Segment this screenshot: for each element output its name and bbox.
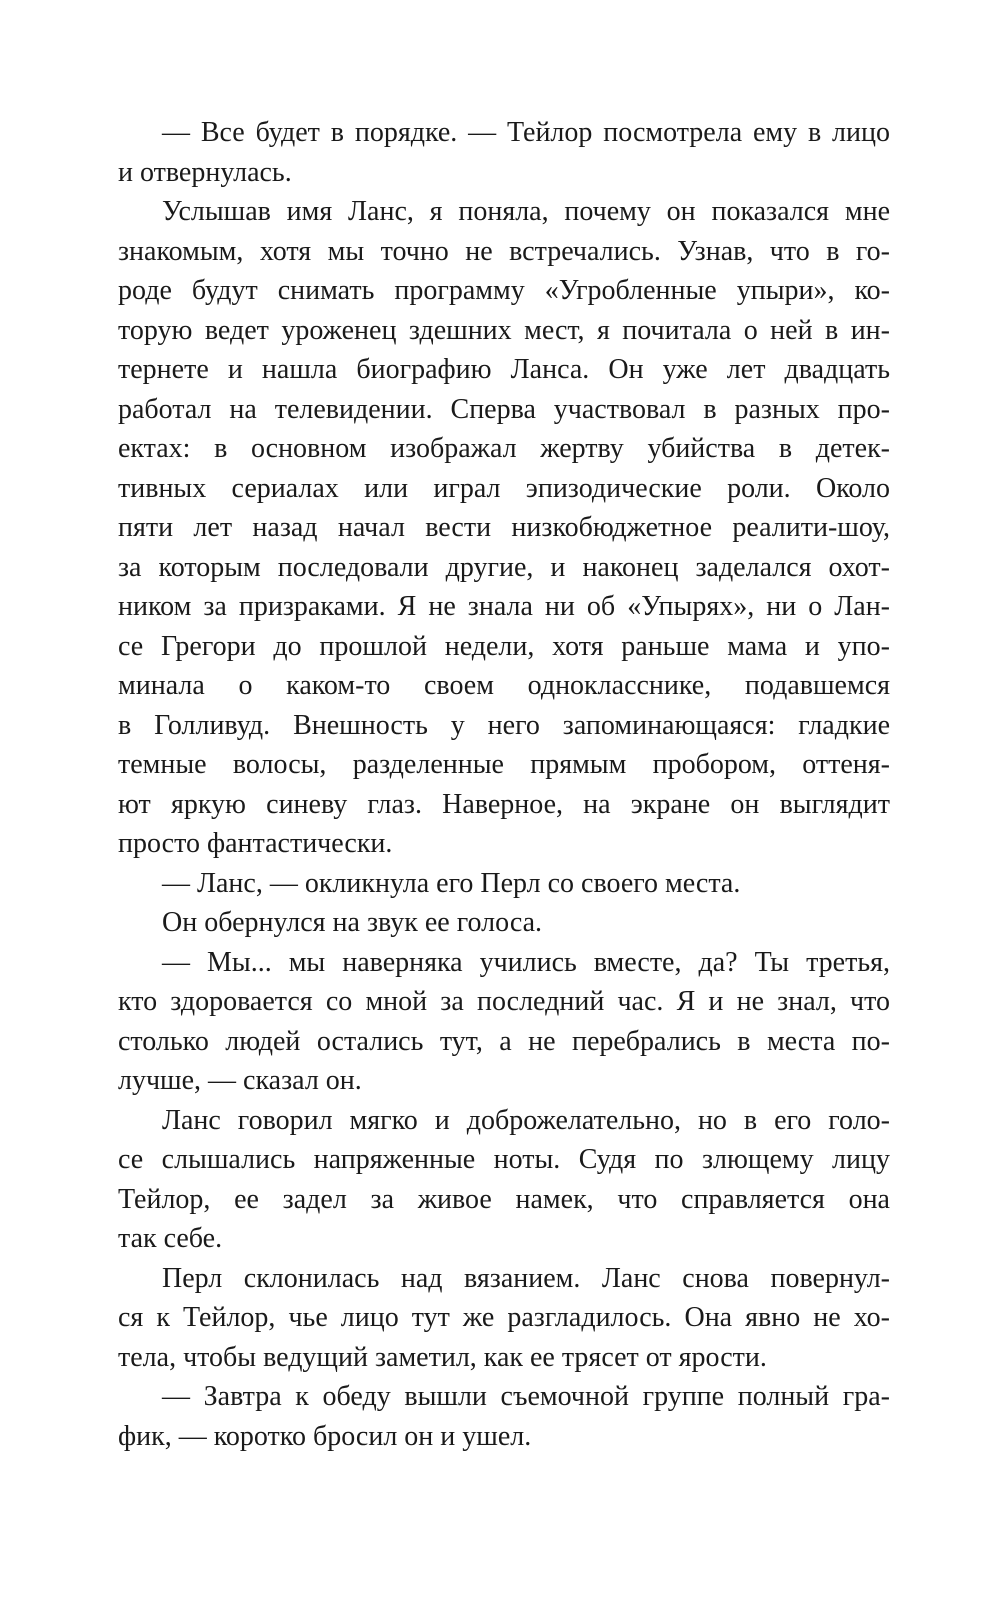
text-line: — Все будет в порядке. — Тейлор посмотрела ему в лицо [162, 117, 890, 148]
text-line: ся к Тейлор, чье лицо тут же разгладилось. Она явно не хо- [118, 1302, 890, 1333]
text-line: Ланс говорил мягко и доброжелательно, но в его голо- [162, 1104, 890, 1136]
text-line: пяти лет назад начал вести низкобюджетное реалити-шоу, [118, 512, 890, 543]
text-line: — Завтра к обеду вышли съемочной группе полный гра- [162, 1381, 890, 1412]
text-line: ником за призраками. Я не знала ни об «Упырях», ни о Лан- [118, 591, 890, 622]
text-line: работал на телевидении. Сперва участвовал в разных про- [118, 393, 890, 425]
text-line: за которым последовали другие, и наконец заделался охот- [118, 551, 890, 583]
paragraph [118, 192, 890, 864]
text-line: ектах: в основном изображал жертву убийства в детек- [118, 433, 890, 464]
text-line: роде будут снимать программу «Угробленные упыри», ко- [118, 275, 890, 306]
text-line: Тейлор, ее задел за живое намек, что справляется она [118, 1183, 890, 1215]
text-line: просто фантастически. [118, 828, 393, 859]
paragraph [118, 943, 890, 1101]
text-line: — Мы... мы наверняка учились вместе, да? Ты третья, [162, 946, 890, 978]
text-line: столько людей остались тут, а не перебрались в места по- [118, 1025, 890, 1057]
text-line: тела, чтобы ведущий заметил, как ее трясет от ярости. [118, 1341, 767, 1373]
text-line: — Ланс, — окликнула его Перл со своего места. [162, 867, 741, 899]
text-line: се Грегори до прошлой недели, хотя раньше мама и упо- [118, 630, 890, 662]
paragraph [118, 113, 890, 192]
text-line: знакомым, хотя мы точно не встречались. Узнав, что в го- [118, 235, 890, 267]
text-line: и отвернулась. [118, 156, 292, 188]
book-page [118, 113, 890, 1456]
text-line: се слышались напряженные ноты. Судя по злющему лицу [118, 1144, 890, 1175]
text-line: тивных сериалах или играл эпизодические роли. Около [118, 472, 890, 504]
text-line: кто здоровается со мной за последний час. Я и не знал, что [118, 986, 890, 1017]
paragraph [118, 903, 890, 943]
text-line: Он обернулся на звук ее голоса. [162, 907, 543, 938]
text-line: Перл склонилась над вязанием. Ланс снова повернул- [162, 1262, 890, 1294]
text-line: тернете и нашла биографию Ланса. Он уже лет двадцать [118, 354, 890, 385]
text-line: темные волосы, разделенные прямым пробором, оттеня- [118, 749, 890, 780]
text-line: торую ведет уроженец здешних мест, я почитала о ней в ин- [118, 314, 890, 346]
text-line: ют яркую синеву глаз. Наверное, на экране он выглядит [118, 788, 890, 820]
paragraph [118, 1101, 890, 1259]
text-line: минала о каком-то своем однокласснике, подавшемся [118, 670, 890, 701]
text-line: так себе. [118, 1223, 223, 1254]
text-line: лучше, — сказал он. [118, 1065, 362, 1096]
text-line: фик, — коротко бросил он и ушел. [118, 1420, 532, 1452]
text-line: Услышав имя Ланс, я поняла, почему он показался мне [162, 196, 890, 227]
paragraph [118, 864, 890, 904]
paragraph [118, 1259, 890, 1378]
paragraph [118, 1377, 890, 1456]
text-line: в Голливуд. Внешность у него запоминающаяся: гладкие [118, 709, 890, 741]
